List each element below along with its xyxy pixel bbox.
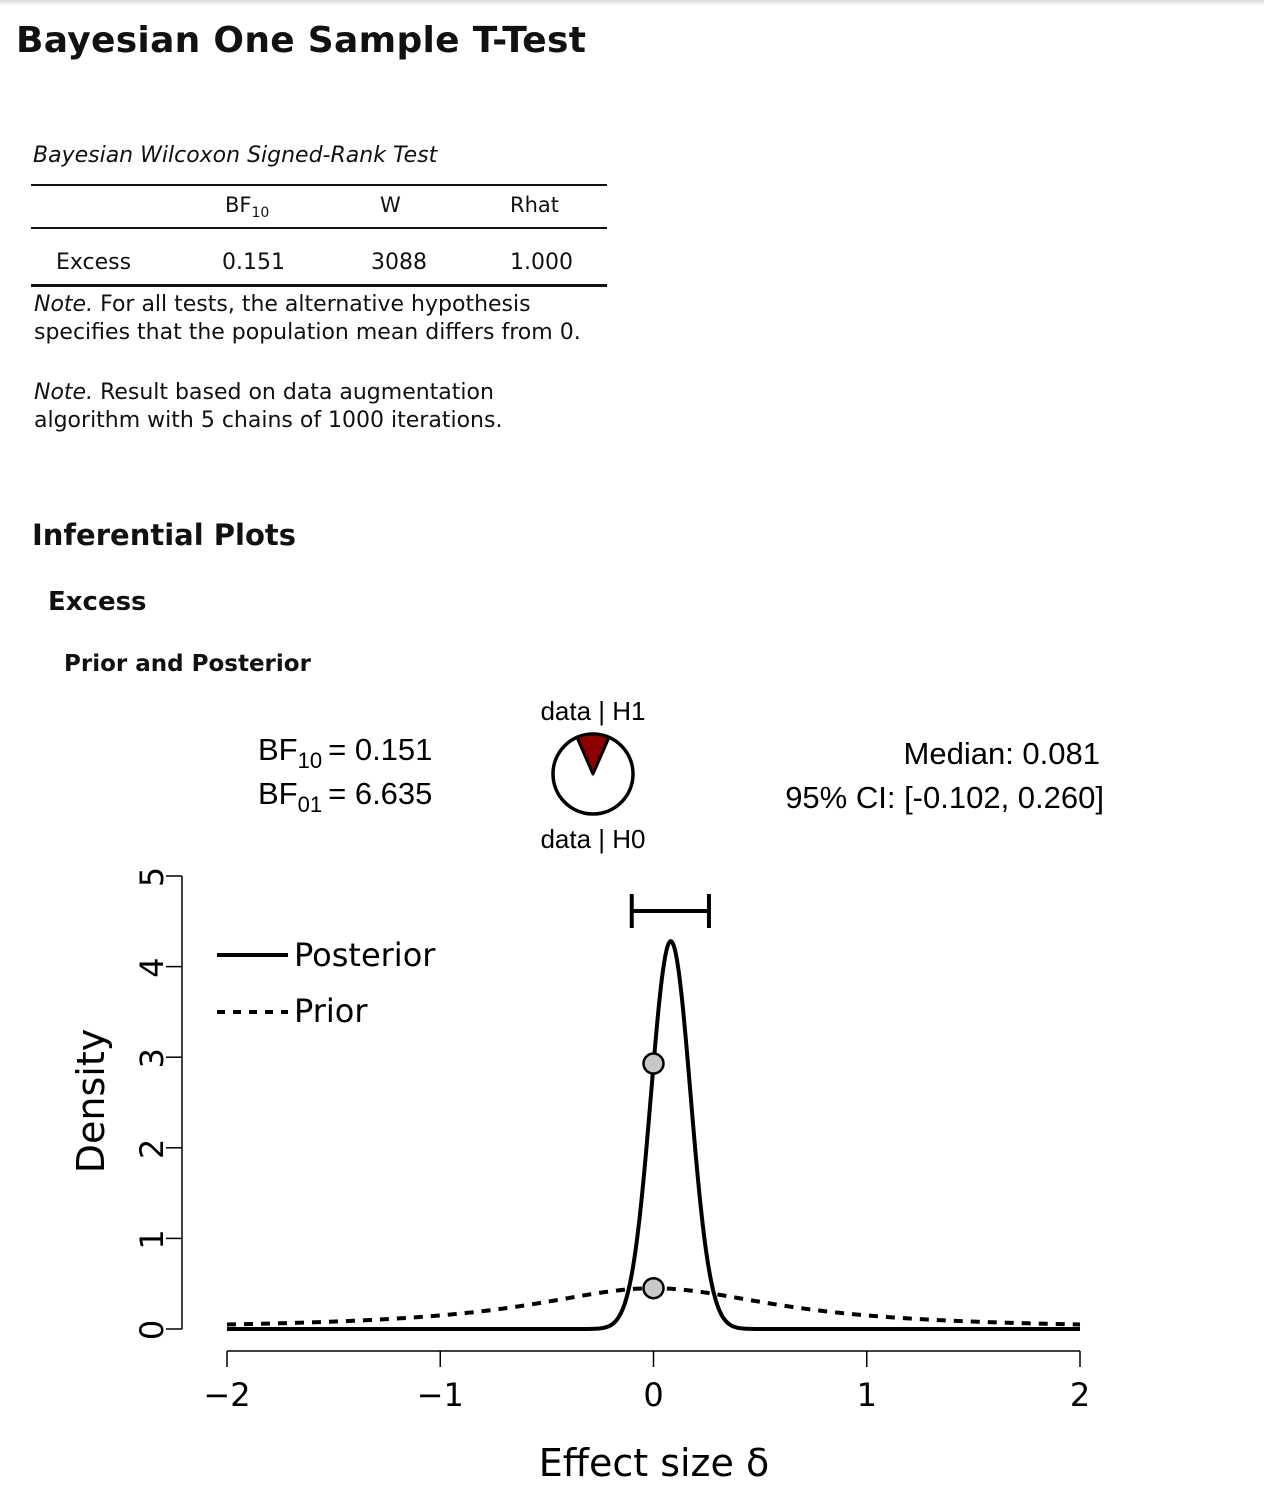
- pie-label-h1: data | H1: [540, 696, 646, 726]
- y-axis-ticks: [133, 867, 182, 1340]
- prior-point-at-zero: [644, 1278, 664, 1298]
- median-text: Median: 0.081: [903, 736, 1100, 771]
- x-axis-ticks: [203, 1351, 1090, 1414]
- column-header-bf10: $BF_{10}$: [225, 193, 270, 222]
- x-axis-label: Effect size δ: [538, 1441, 770, 1485]
- y-tick-label: 0: [133, 1319, 171, 1341]
- y-tick-label: 4: [133, 957, 171, 978]
- cell-w: 3088: [371, 250, 427, 275]
- credible-interval-bar: [632, 894, 709, 928]
- plot-title: Prior and Posterior: [64, 651, 311, 677]
- table-note-1: Note. For all tests, the alternative hypothesis specifies that the population mean differs from 0.: [34, 292, 581, 345]
- legend-prior-label: Prior: [294, 992, 368, 1030]
- table-caption: Bayesian Wilcoxon Signed-Rank Test: [33, 143, 438, 168]
- y-axis-label: Density: [69, 1028, 113, 1174]
- section-title: Inferential Plots: [32, 518, 296, 552]
- cell-variable: Excess: [56, 250, 132, 275]
- y-tick-label: 3: [133, 1048, 171, 1069]
- y-tick-label: 2: [133, 1138, 171, 1159]
- x-tick-label: −2: [203, 1376, 251, 1414]
- column-header-w: W: [380, 193, 401, 217]
- column-header-rhat: Rhat: [510, 193, 560, 217]
- variable-title: Excess: [48, 587, 147, 617]
- ci-text: 95% CI: [-0.102, 0.260]: [785, 780, 1104, 815]
- x-tick-label: 0: [643, 1376, 664, 1414]
- y-tick-label: 1: [133, 1229, 171, 1250]
- bf01-text: $BF_{01} = 6.635$: [258, 776, 433, 817]
- density-points-at-zero: [644, 1054, 664, 1299]
- cell-rhat: 1.000: [510, 250, 573, 275]
- x-tick-label: −1: [416, 1376, 464, 1414]
- y-tick-label: 5: [133, 866, 171, 888]
- legend-posterior-label: Posterior: [294, 936, 436, 974]
- posterior-point-at-zero: [644, 1054, 664, 1074]
- bf10-text: $BF_{10} = 0.151$: [258, 732, 433, 773]
- table-note-2: Note. Result based on data augmentation algorithm with 5 chains of 1000 iterations.: [34, 380, 503, 433]
- pie-label-h0: data | H0: [540, 824, 646, 854]
- page-title: Bayesian One Sample T-Test: [16, 20, 587, 61]
- x-tick-label: 2: [1069, 1376, 1091, 1414]
- x-tick-label: 1: [856, 1376, 877, 1414]
- cell-bf10: 0.151: [222, 250, 285, 275]
